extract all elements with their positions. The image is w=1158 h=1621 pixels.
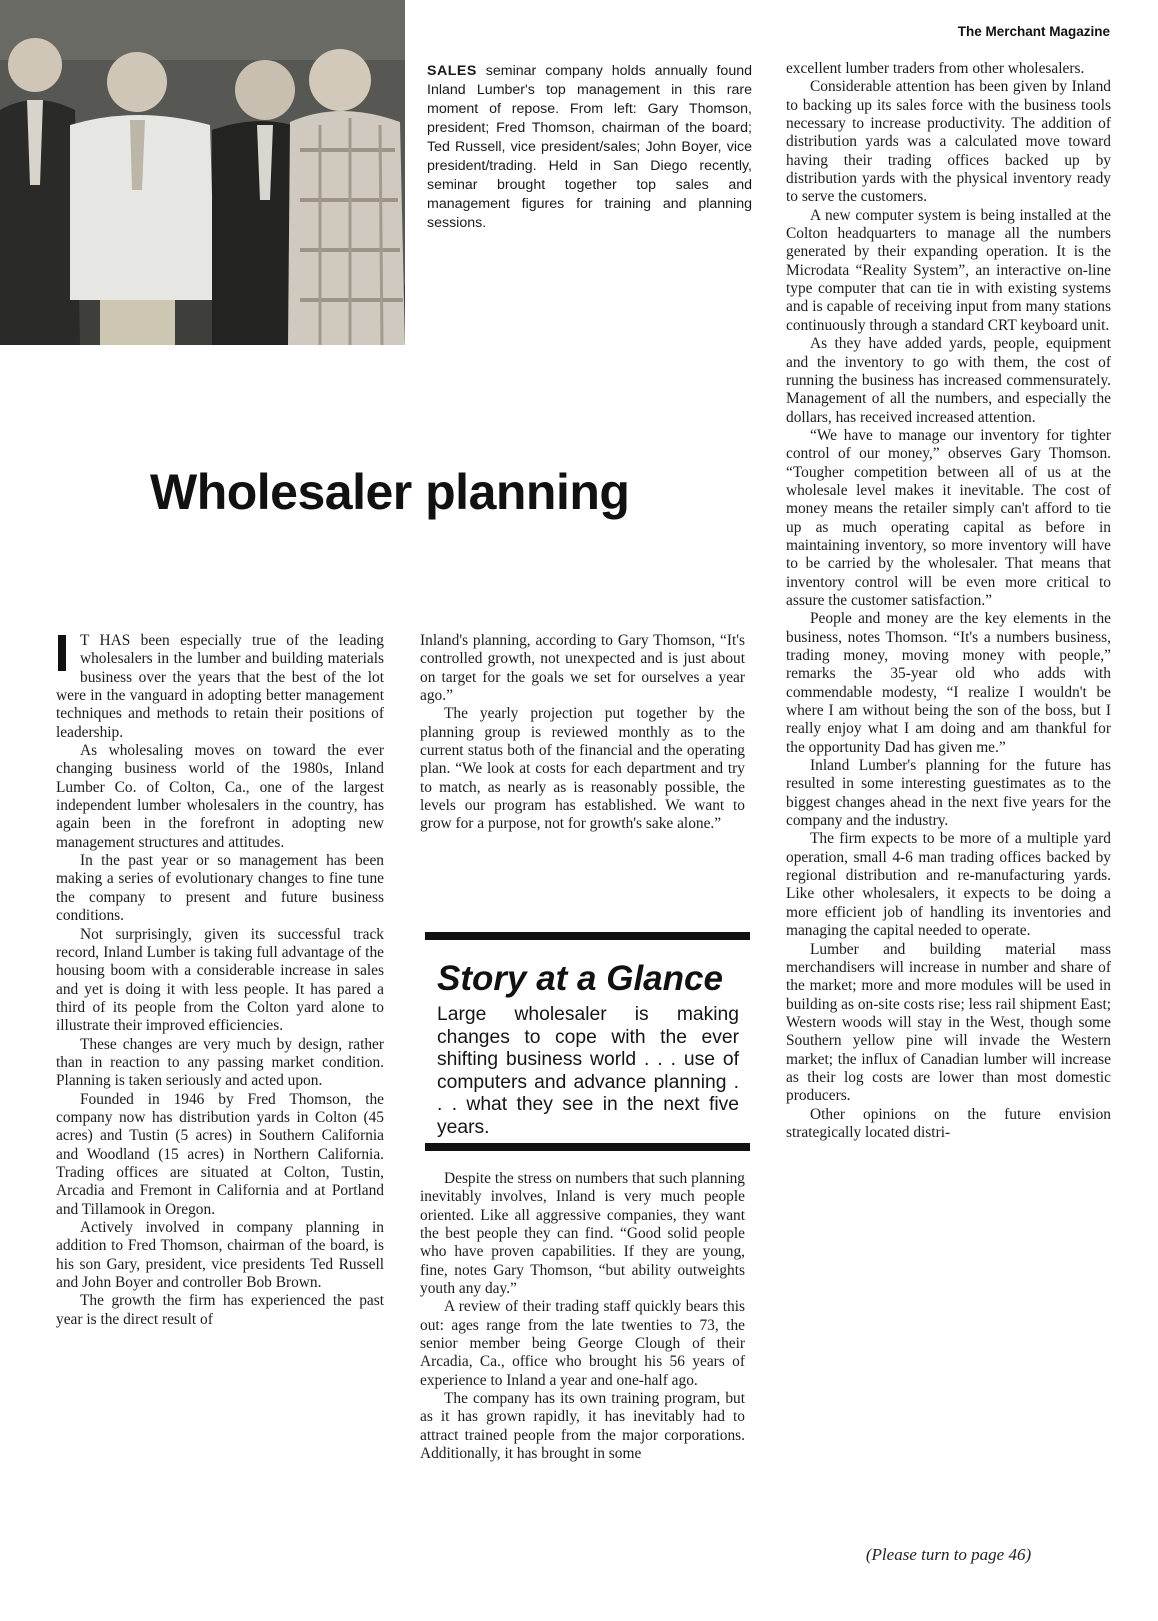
paragraph: These changes are very much by design, rather than in reaction to any passing market condition. Planning is taken seriously and acted upon. bbox=[56, 1035, 384, 1090]
photo-caption bbox=[427, 62, 752, 233]
paragraph: “We have to manage our inventory for tighter control of our money,” observes Gary Thomson. “Tougher competition between all of us at the wholesale level makes it inevitable. The cost of money means the retailer simply can't afford to tie up as much operating capital as before in maintaining inventory, so more inventory will have to be carried by the wholesaler. That means that inventory control will be even more critical to assure the customer satisfaction.” bbox=[786, 426, 1111, 609]
paragraph: Considerable attention has been given by Inland to backing up its sales force with the business tools necessary to increase productivity. The addition of distribution yards was a calculated move toward having their trading offices backed up by distribution yards with the physical inventory ready to serve the customers. bbox=[786, 78, 1111, 206]
paragraph: In the past year or so management has been making a series of evolutionary changes to fine tune the company to present and future business conditions. bbox=[56, 852, 384, 925]
paragraph: T HAS been especially true of the leading wholesalers in the lumber and building materials business over the years that the best of the lot were in the vanguard in adopting better management techniques and methods to retain their positions of leadership. bbox=[56, 632, 384, 741]
magazine-name: The Merchant Magazine bbox=[957, 24, 1110, 39]
caption-text: seminar company holds annually found Inland Lumber's top management in this rare moment of repose. From left: Gary Thomson, president; Fred Thomson, chairman of the board; Ted Russell, vice president/sales; John Boyer, vice president/trading. Held in San Diego recently, seminar brought together top sales and management figures for training and planning sessions. bbox=[427, 63, 752, 231]
drop-cap-bar bbox=[58, 635, 66, 671]
paragraph: The growth the firm has experienced the past year is the direct result of bbox=[56, 1292, 384, 1328]
paragraph: People and money are the key elements in the business, notes Thomson. “It's a numbers business, trading money, moving money with people,” remarks the 35-year old who adds with commendable modesty, “I realize I wouldn't be where I am without being the son of the boss, but I really enjoy what I am doing and am thankful for the opportunity Dad has given me.” bbox=[786, 610, 1111, 756]
headline: Wholesaler planning bbox=[150, 464, 630, 520]
photo bbox=[0, 0, 405, 345]
paragraph: Inland's planning, according to Gary Thomson, “It's controlled growth, not unexpected and is just about on target for the goals we set for ourselves a year ago.” bbox=[420, 632, 745, 705]
paragraph: A review of their trading staff quickly bears this out: ages range from the late twenties to 73, the senior member being George Clough of their Arcadia, Ca., office who brought his 56 years of experience to Inland a year and one-half ago. bbox=[420, 1298, 745, 1389]
photo-illustration bbox=[0, 0, 405, 345]
article-column-3 bbox=[786, 60, 1111, 1142]
glance-bottom-rule bbox=[425, 1143, 750, 1151]
paragraph: Inland Lumber's planning for the future has resulted in some interesting guestimates as to the biggest changes ahead in the next five years for the company and the industry. bbox=[786, 757, 1111, 830]
paragraph: Actively involved in company planning in addition to Fred Thomson, chairman of the board, is his son Gary, president, vice presidents Ted Russell and John Boyer and controller Bob Brown. bbox=[56, 1219, 384, 1292]
paragraph: A new computer system is being installed at the Colton headquarters to manage all the numbers generated by their expanding operation. It is the Microdata “Reality System”, an interactive on-line type computer that can tie in with existing systems and is capable of receiving input from many stations continuously through a standard CRT keyboard unit. bbox=[786, 206, 1111, 334]
paragraph: The company has its own training program, but as it has grown rapidly, it has inevitably had to attract trained people from the major corporations. Additionally, it has brought in some bbox=[420, 1390, 745, 1463]
continued-note: (Please turn to page 46) bbox=[865, 1545, 1032, 1564]
paragraph: The yearly projection put together by the planning group is reviewed monthly as to the current status both of the financial and the operating plan. “We look at costs for each department and try to match, as nearly as is reasonably possible, the levels our program has established. We want to grow for a purpose, not for growth's sake alone.” bbox=[420, 705, 745, 833]
glance-title: Story at a Glance bbox=[437, 959, 723, 998]
paragraph: Other opinions on the future envision strategically located distri- bbox=[786, 1105, 1111, 1141]
glance-body: Large wholesaler is making changes to cope with the ever shifting business world . . . use of computers and advance planning . . . what they see in the next five years. bbox=[437, 1004, 739, 1138]
article-column-2-bottom bbox=[420, 1170, 745, 1464]
caption-lead: SALES bbox=[427, 63, 477, 79]
paragraph: Despite the stress on numbers that such planning inevitably involves, Inland is very much people oriented. Like all aggressive companies, they want the best people they can find. “Good solid people who have proven capabilities. If they are young, fine, notes Gary Thomson, “but ability outweights youth any day.” bbox=[420, 1170, 745, 1298]
glance-top-rule bbox=[425, 932, 750, 940]
article-column-1 bbox=[56, 632, 384, 1329]
paragraph: Founded in 1946 by Fred Thomson, the company now has distribution yards in Colton (45 acres) and Tustin (5 acres) in Southern California and Woodland (15 acres) in Northern California. Trading offices are situated at Colton, Tustin, Arcadia and Fremont in California and at Portland and Tillamook in Oregon. bbox=[56, 1090, 384, 1218]
paragraph: excellent lumber traders from other wholesalers. bbox=[786, 60, 1085, 77]
paragraph: As they have added yards, people, equipment and the inventory to go with them, the cost of running the business has increased commensurately. Management of all the numbers, and especially the dollars, has received increased attention. bbox=[786, 335, 1111, 426]
article-column-2-top bbox=[420, 632, 745, 834]
paragraph: As wholesaling moves on toward the ever changing business world of the 1980s, Inland Lumber Co. of Colton, Ca., one of the largest independent lumber wholesalers in the country, has again been in the forefront in adopting new management structures and attitudes. bbox=[56, 742, 384, 851]
paragraph: The firm expects to be more of a multiple yard operation, small 4-6 man trading offices backed by regional distribution and re-manufacturing yards. Like other wholesalers, it expects to be doing a more efficient job of handling its inventories and managing the capital needed to operate. bbox=[786, 830, 1111, 940]
paragraph: Not surprisingly, given its successful track record, Inland Lumber is taking full advantage of the housing boom with a considerable increase in sales and yet is doing it with less people. It has pared a third of its people from the Colton yard alone to illustrate their improved efficiencies. bbox=[56, 925, 384, 1035]
paragraph: Lumber and building material mass merchandisers will increase in number and share of the market; more and more modules will be used in building as on-site costs rise; less rail shipment East; Western woods will stay in the West, though some Southern yellow pine will invade the Western market; the influx of Canadian lumber will increase as their log costs are lower than most domestic producers. bbox=[786, 940, 1111, 1105]
